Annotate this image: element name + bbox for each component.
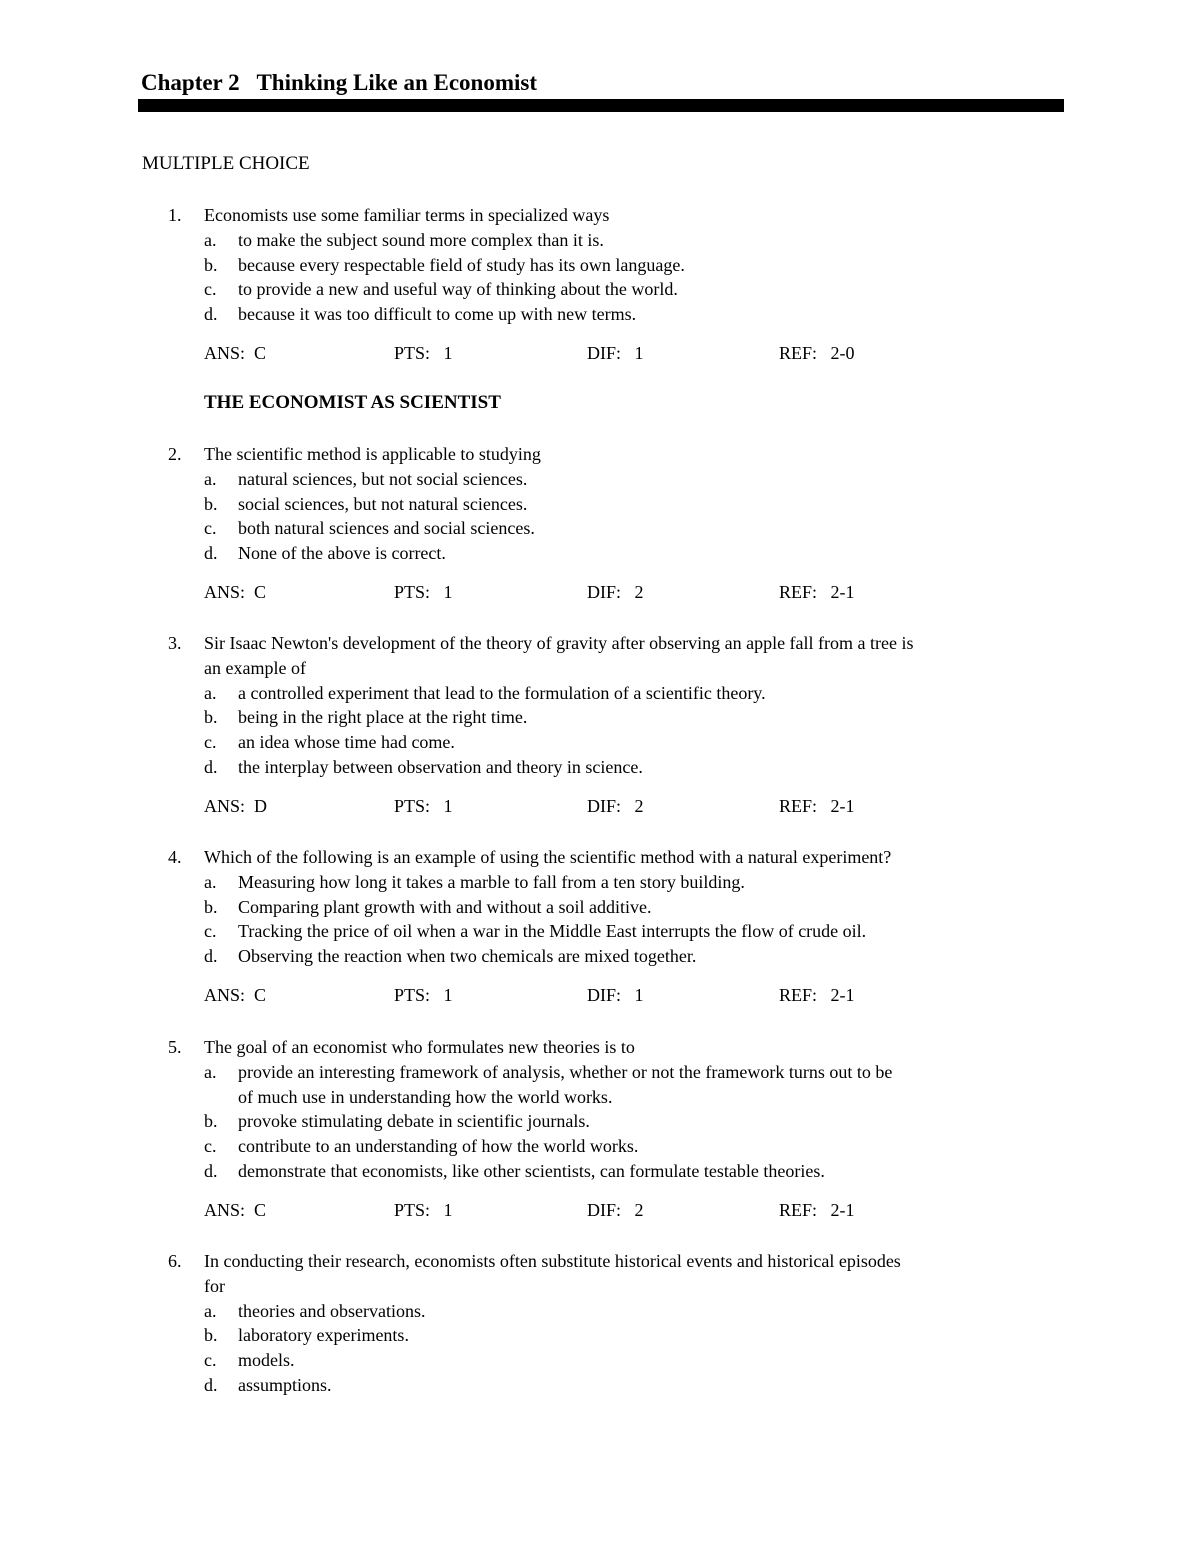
choice-letter: d.	[204, 946, 218, 967]
choice-text: assumptions.	[238, 1375, 332, 1395]
difficulty-label: DIF: 1	[587, 985, 644, 1006]
reference-label: REF: 2-1	[779, 582, 855, 603]
choice-text: laboratory experiments.	[238, 1325, 409, 1346]
answer-label: ANS: C	[204, 1200, 267, 1220]
choice-letter: a.	[204, 682, 217, 703]
choice-text: Tracking the price of oil when a war in the Middle East interrupts the flow of crude oil.	[238, 921, 867, 942]
question-stem: Economists use some familiar terms in specialized ways	[204, 205, 610, 225]
choice-letter: b.	[204, 1325, 218, 1346]
question-number: 5.	[168, 1037, 182, 1057]
choice-letter: a.	[204, 871, 217, 892]
points-label: PTS: 1	[394, 343, 453, 364]
question-stem: Which of the following is an example of using the scientific method with a natural experiment?	[204, 847, 892, 867]
choice-letter: c.	[204, 1350, 217, 1371]
reference-label: REF: 2-1	[779, 985, 855, 1006]
choice-letter: d.	[204, 757, 218, 777]
choice-letter: d.	[204, 304, 218, 325]
question-stem: an example of	[204, 657, 306, 678]
question-number: 6.	[168, 1251, 182, 1271]
section-heading: MULTIPLE CHOICE	[142, 153, 310, 174]
question-stem: The goal of an economist who formulates new theories is to	[204, 1037, 635, 1057]
difficulty-label: DIF: 1	[587, 343, 644, 364]
question-number: 4.	[168, 847, 182, 867]
choice-letter: d.	[204, 1375, 218, 1395]
choice-letter: d.	[204, 543, 218, 564]
choice-text: because every respectable field of study has its own language.	[238, 254, 685, 275]
choice-text: to make the subject sound more complex than it is.	[238, 229, 604, 250]
choice-text: an idea whose time had come.	[238, 732, 455, 753]
question-number: 3.	[168, 633, 182, 653]
choice-text: contribute to an understanding of how the world works.	[238, 1136, 639, 1157]
question-stem: for	[204, 1275, 225, 1296]
points-label: PTS: 1	[394, 985, 453, 1006]
choice-text: Measuring how long it takes a marble to fall from a ten story building.	[238, 871, 745, 892]
choice-letter: a.	[204, 1061, 217, 1082]
choice-letter: c.	[204, 1136, 217, 1157]
choice-text: of much use in understanding how the world works.	[238, 1086, 613, 1107]
choice-letter: b.	[204, 1111, 218, 1132]
choice-text: None of the above is correct.	[238, 543, 446, 564]
answer-label: ANS: C	[204, 582, 267, 603]
answer-label: ANS: C	[204, 985, 267, 1006]
choice-letter: b.	[204, 254, 218, 275]
difficulty-label: DIF: 2	[587, 796, 644, 816]
question-number: 1.	[168, 205, 182, 225]
choice-text: provoke stimulating debate in scientific journals.	[238, 1111, 590, 1132]
choice-letter: c.	[204, 921, 217, 942]
question-stem: Sir Isaac Newton's development of the theory of gravity after observing an apple fall from a tree is	[204, 633, 914, 653]
chapter-title: Chapter 2 Thinking Like an Economist	[141, 70, 537, 95]
reference-label: REF: 2-1	[779, 1200, 855, 1220]
difficulty-label: DIF: 2	[587, 1200, 644, 1220]
choice-text: demonstrate that economists, like other scientists, can formulate testable theories.	[238, 1161, 825, 1181]
choice-text: because it was too difficult to come up with new terms.	[238, 304, 637, 325]
choice-letter: b.	[204, 707, 218, 728]
choice-text: natural sciences, but not social sciences.	[238, 468, 528, 489]
choice-letter: b.	[204, 493, 218, 514]
answer-label: ANS: C	[204, 343, 267, 364]
choice-letter: c.	[204, 732, 217, 753]
question-stem: In conducting their research, economists often substitute historical events and historical episodes	[204, 1251, 901, 1271]
points-label: PTS: 1	[394, 582, 453, 603]
choice-text: both natural sciences and social sciences.	[238, 518, 535, 539]
choice-text: Observing the reaction when two chemicals are mixed together.	[238, 946, 697, 967]
choice-letter: a.	[204, 229, 217, 250]
choice-text: being in the right place at the right time.	[238, 707, 528, 728]
reference-label: REF: 2-1	[779, 796, 855, 816]
choice-letter: c.	[204, 279, 217, 300]
choice-letter: c.	[204, 518, 217, 539]
choice-text: a controlled experiment that lead to the formulation of a scientific theory.	[238, 682, 766, 703]
question-number: 2.	[168, 444, 182, 464]
choice-text: to provide a new and useful way of thinking about the world.	[238, 279, 678, 300]
difficulty-label: DIF: 2	[587, 582, 644, 603]
choice-letter: d.	[204, 1161, 218, 1181]
choice-letter: a.	[204, 1300, 217, 1321]
sub-heading: THE ECONOMIST AS SCIENTIST	[204, 392, 501, 413]
choice-text: the interplay between observation and theory in science.	[238, 757, 643, 777]
title-rule	[138, 99, 1064, 112]
choice-text: Comparing plant growth with and without a soil additive.	[238, 896, 652, 917]
question-stem: The scientific method is applicable to studying	[204, 444, 541, 464]
points-label: PTS: 1	[394, 796, 453, 816]
reference-label: REF: 2-0	[779, 343, 855, 364]
choice-letter: b.	[204, 896, 218, 917]
choice-text: models.	[238, 1350, 295, 1371]
answer-label: ANS: D	[204, 796, 268, 816]
choice-letter: a.	[204, 468, 217, 489]
choice-text: social sciences, but not natural sciences.	[238, 493, 528, 514]
choice-text: theories and observations.	[238, 1300, 426, 1321]
points-label: PTS: 1	[394, 1200, 453, 1220]
choice-text: provide an interesting framework of analysis, whether or not the framework turns out to be	[238, 1061, 893, 1082]
